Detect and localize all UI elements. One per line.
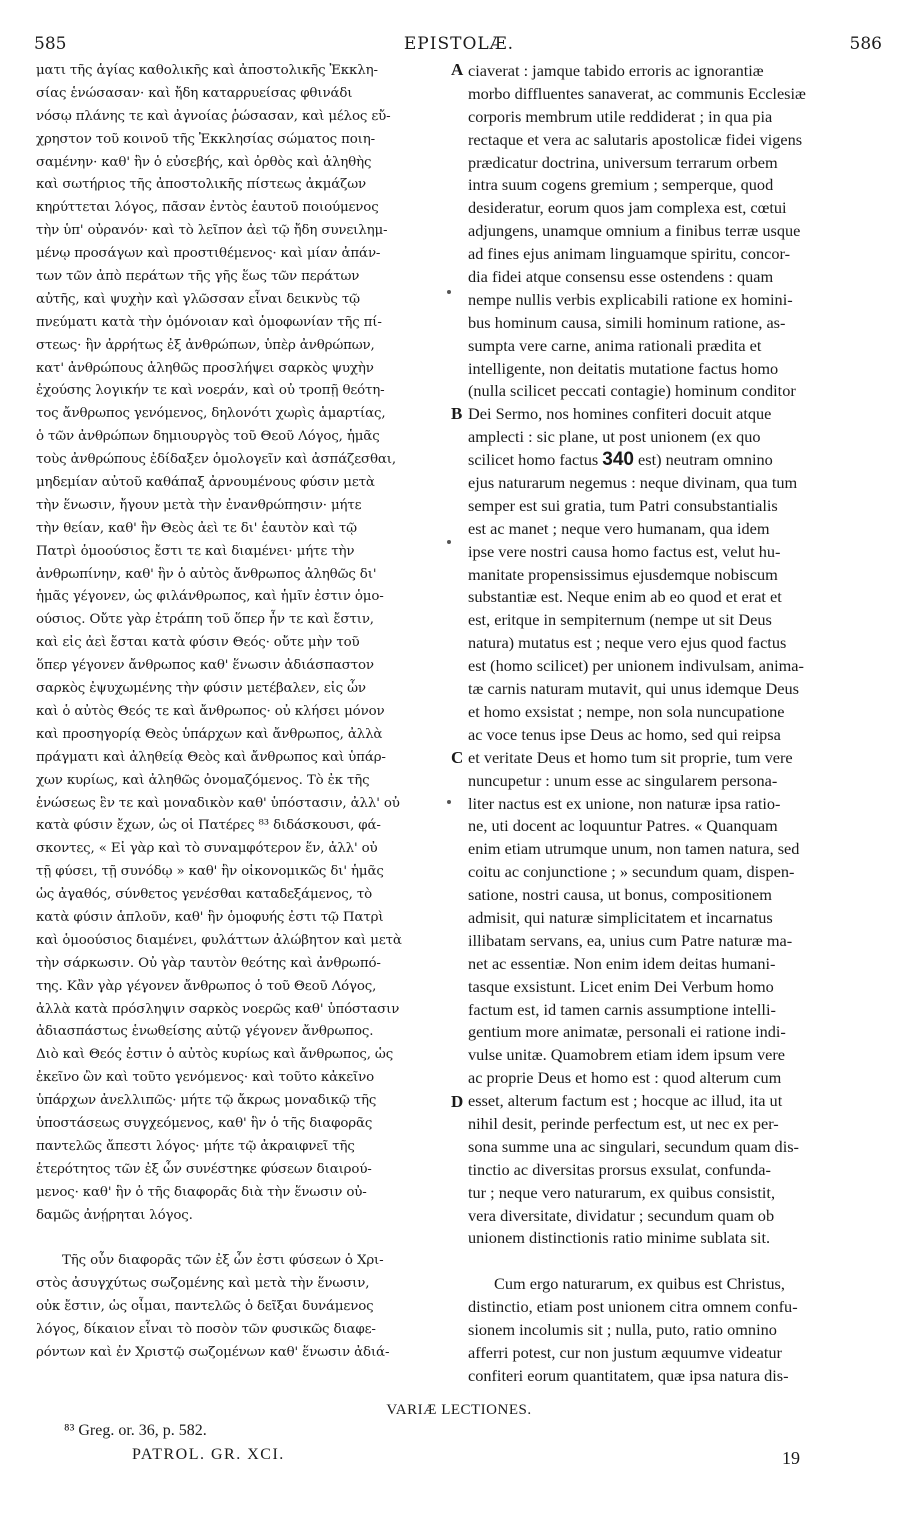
latin-text-line: natura) mutatus est ; neque vero ejus quod factus [468,633,787,653]
greek-text-line: ἡμᾶς γέγονεν, ὡς φιλάνθρωπος, καὶ ἡμῖν ἐστιν ὁμο- [36,589,384,605]
greek-text-line: χρηστον τοῦ κοινοῦ τῆς Ἐκκλησίας σώματος ποιη- [36,131,376,147]
latin-text-line: factum est, id tamen carnis assumptione intelli- [468,999,776,1019]
latin-text-line: unionem distinctionis ratio minime sublata sit. [468,1228,771,1248]
latin-text-line: (nulla scilicet peccati contagie) hominum conditor [468,381,796,401]
greek-text-line: καὶ σωτήριος τῆς ἀποστολικῆς πίστεως ἀκμάζων [36,177,367,193]
page-number-right: 586 [849,34,882,54]
latin-text-line: esset, alterum factum est ; hocque ac illud, ita ut [468,1091,783,1111]
latin-text-line: nempe nullis verbis explicabili ratione ex homini- [468,289,793,309]
latin-text-line: est, eritque in sempiternum (nempe ut sit Deus [468,610,772,630]
latin-text-line: ad fines ejus animam linguamque spiritu, concor- [468,244,791,264]
latin-text-line: rectaque et vera ac salutaris apostolicæ fidei vigens [468,129,803,149]
greek-text-line: κατὰ φύσιν ἔχων, ὡς οἱ Πατέρες ⁸³ διδάσκουσι, φά- [36,818,381,834]
latin-text-line: sionem incolumis sit ; nulla, puto, ratio omnino [468,1319,777,1339]
greek-text-line: σκοντες, « Εἰ γὰρ καὶ τὸ συναμφότερον ἕν, ἀλλ' οὐ [36,841,378,857]
greek-text-line: καὶ προσηγορίᾳ Θεὸς ὑπάρχων καὶ ἄνθρωπος, ἀλλὰ [36,726,383,742]
latin-text-line: substantiæ est. Neque enim ab eo quod et erat et [468,587,782,607]
latin-text-line: ne, uti docent ac loquuntur Patres. « Quanquam [468,816,778,836]
greek-text-line: πνεύματι κατὰ τὴν ὁμόνοιαν καὶ ὁμοφωνίαν τῆς πί- [36,314,382,330]
latin-text-line: manitate propensissimus ejusdemque nobiscum [468,564,778,584]
latin-text-line: et veritate Deus et homo tum sit proprie, tum vere [468,747,793,767]
greek-text-line: μηδεμίαν αὐτοῦ καθάπαξ ἀρνουμένους φύσιν μετὰ [36,475,375,491]
greek-text-line: ούσιος. Οὔτε γὰρ ἐτράπη τοῦ ὅπερ ἦν τε καὶ ἔστιν, [36,612,374,628]
margin-dot [447,540,451,544]
latin-text-line: satione, nostri causa, ut bonus, compositionem [468,885,772,905]
greek-text-line: κατ' ἀνθρώπους ἀληθῶς προσλήψει σαρκὸς ψυχὴν [36,360,374,376]
latin-text-line: ac proprie Deus et homo est : quod alterum cum [468,1068,782,1088]
latin-text-line: scilicet homo factus 340 est) neutram omnino [468,449,773,471]
greek-text-line: ἑτερότητος τῶν ἐξ ὧν συνέστηκε φύσεων διαιρού- [36,1161,372,1177]
latin-text-line: coitu ac conjunctione ; » secundum quam, dispen- [468,862,795,882]
greek-text-line: Διὸ καὶ Θεός ἐστιν ὁ αὐτὸς κυρίως καὶ ἄνθρωπος, ὡς [36,1047,394,1063]
greek-text-line: τοὺς ἀνθρώπους ἐδίδαξεν ὁμολογεῖν καὶ ἀσπάζεσθαι, [36,452,396,468]
latin-text-line: tæ carnis naturam mutavit, qui unus idemque Deus [468,679,799,699]
latin-column [468,60,882,1388]
greek-text-line: ὡς ἀγαθός, σύνθετος γενέσθαι καταδεξάμενος, τὸ [36,887,373,903]
greek-text-line: πράγματι καὶ ἀληθείᾳ Θεὸς καὶ ἄνθρωπος καὶ ὑπάρ- [36,749,386,765]
latin-text-line: prædicatur doctrina, universum terrarum orbem [468,152,778,172]
latin-text-line: ac voce tenus ipse Deus ac homo, sed qui reipsa [468,724,781,744]
greek-text-line: τὴν θείαν, καθ' ἣν Θεὸς ἀεὶ τε δι' ἑαυτὸν καὶ τῷ [36,520,357,536]
footnote: ⁸³ Greg. or. 36, p. 582. [64,1422,207,1439]
signature-mark: PATROL. GR. XCI. [132,1446,285,1463]
latin-text-line: afferri potest, cur non justum æquumve videatur [468,1342,782,1362]
greek-text-line: σίας ἑνώσασαν· καὶ ἤδη καταρρυείσας φθινάδι [36,85,353,101]
greek-text-line: καὶ εἰς ἀεὶ ἔσται κατὰ φύσιν Θεός· οὔτε μὴν τοῦ [36,635,360,651]
margin-letter-c: C [451,748,464,767]
greek-text-line: σαμένην· καθ' ἣν ὁ εὐσεβής, καὶ ὀρθὸς καὶ ἀληθὴς [36,154,372,170]
latin-text-line: distinctio, etiam post unionem citra omnem confu- [468,1297,798,1317]
page-number-left: 585 [34,34,67,54]
greek-text-line: αὐτῆς, καὶ ψυχὴν καὶ γλῶσσαν εἶναι δεικνὺς τῷ [36,291,360,307]
latin-text-line: liter nactus est ex unione, non naturæ ipsa ratio- [468,793,781,813]
latin-text-line: semper est sui gratia, tum Patri consubstantialis [468,495,778,515]
latin-text-line: vera diversitate, dividatur ; secundum quam ob [468,1205,775,1225]
greek-text-line: μενος· καθ' ἣν ὁ τῆς διαφορᾶς διὰ τὴν ἕνωσιν οὐ- [36,1184,367,1200]
greek-text-line: τὴν ἕνωσιν, ἤγουν μετὰ τὴν ἐνανθρώπησιν· μήτε [36,497,362,513]
greek-text-line: νόσῳ πλάνης τε καὶ ἀγνοίας ῥώσασαν, καὶ μέλος εὔ- [36,108,391,124]
greek-text-line: μένῳ προσάγων καὶ προστιθέμενος· καὶ μίαν ἀπάν- [36,246,381,262]
latin-text-line: tur ; neque vero naturarum, ex quibus consistit, [468,1182,776,1202]
latin-text-line: enim etiam utrumque unum, non tamen natura, sed [468,839,800,859]
greek-text-line: καὶ ὁμοούσιος διαμένει, φυλάττων ἀλώβητον καὶ μετὰ [36,932,402,948]
latin-text-line: confiteri eorum quantitatem, quæ ipsa natura dis- [468,1365,789,1385]
margin-letter-a: A [451,60,464,79]
greek-text-line: ἐχούσης λογικήν τε καὶ νοεράν, καὶ οὐ τροπῇ θεότη- [36,383,385,399]
greek-text-line: χων κυρίως, καὶ ἀληθῶς ὀνομαζόμενος. Τὸ ἐκ τῆς [36,772,370,788]
greek-text-line: ἀδιασπάστως ἑνωθείσης αὐτῷ γέγονεν ἄνθρωπος. [36,1024,374,1040]
latin-text-line: intelligente, non deitatis mutatione factus homo [468,358,779,378]
greek-text-line: τὴν ὑπ' οὐρανόν· καὶ τὸ λεῖπον ἀεὶ τῷ ἤδη συνειλημ- [36,223,388,239]
greek-text-line: δαμῶς ἀνῄρηται λόγος. [36,1207,193,1223]
greek-text-line: στὸς ἀσυγχύτως σωζομένης καὶ μετὰ τὴν ἕνωσιν, [36,1276,370,1292]
greek-text-line: ὁ τῶν ἀνθρώπων δημιουργὸς τοῦ Θεοῦ Λόγος, ἡμᾶς [36,429,380,445]
latin-text-line: net ac essentiæ. Non enim idem deitas humani- [468,953,776,973]
greek-text-line: στεως· ἣν ἀρρήτως ἐξ ἀνθρώπων, ὑπὲρ ἀνθρώπων, [36,337,375,353]
latin-text-line: corporis membrum utile reddiderat ; in qua pia [468,106,773,126]
greek-text-line: ρόντων καὶ ἐν Χριστῷ σωζομένων καθ' ἕνωσιν ἀδιά- [36,1344,390,1360]
paragraph-gap [468,1250,882,1273]
greek-text-line: ὑπάρχων ἀνελλιπῶς· μήτε τῷ ἄκρως μοναδικῷ τῆς [36,1093,377,1109]
margin-letter-b: B [451,404,463,423]
latin-text-line: est ac manet ; neque vero humanam, qua idem [468,518,770,538]
greek-column [36,60,448,1365]
greek-text-line: της. Κἂν γὰρ γέγονεν ἄνθρωπος ὁ τοῦ Θεοῦ Λόγος, [36,978,377,994]
greek-text-line: κηρύττεται λόγος, πᾶσαν ἐντὸς ἑαυτοῦ ποιούμενος [36,200,379,216]
greek-text-line: ἐκεῖνο ὢν καὶ τοῦτο γενόμενος· καὶ τοῦτο κἀκεῖνο [36,1070,374,1086]
latin-text-line: adjungens, unamque omnium a finibus terræ usque [468,221,801,241]
latin-text-line: dia fidei atque consensu esse ostendens : quam [468,267,774,287]
variae-lectiones-heading: VARIÆ LECTIONES. [386,1402,532,1418]
greek-text-line: Πατρὶ ὁμοούσιος ἔστι τε καὶ διαμένει· μήτε τὴν [36,543,355,559]
greek-text-line: ἑνώσεως ἓν τε καὶ μοναδικὸν καθ' ὑπόστασιν, ἀλλ' οὐ [36,795,400,811]
greek-text-line: ματι τῆς ἁγίας καθολικῆς καὶ ἀποστολικῆς Ἐκκλη- [36,63,378,78]
margin-dot [447,290,451,294]
greek-text-line: τῇ φύσει, τῇ συνόδῳ » καθ' ἣν οἰκονομικῶς δι' ἡμᾶς [36,864,384,880]
paragraph-gap [36,1227,448,1250]
latin-text-line: Dei Sermo, nos homines confiteri docuit atque [468,404,772,424]
greek-text-line: σαρκὸς ἐψυχωμένης τὴν φύσιν μετέβαλεν, εἰς ὧν [36,681,366,697]
latin-text-line: nihil desit, perinde perfectum est, ut nec ex per- [468,1113,779,1133]
latin-text-line: tinctio ac diversitas prorsus exsulat, confunda- [468,1159,771,1179]
greek-text-line: ἀλλὰ κατὰ πρόσληψιν σαρκὸς νοερῶς καθ' ὑπόστασιν [36,1001,400,1017]
latin-text-line: ipse vere nostri causa homo factus est, velut hu- [468,541,781,561]
latin-text-line: sumpta vere carne, anima rationali prædita et [468,335,762,355]
greek-text-line: οὐκ ἔστιν, ὡς οἶμαι, παντελῶς ὁ δεῖξαι δυνάμενος [36,1299,374,1315]
latin-text-line: nuncupetur : unum esse ac singularem persona- [468,770,778,790]
greek-text-line: καὶ ὁ αὐτὸς Θεός τε καὶ ἄνθρωπος· οὐ κλήσει μόνον [36,703,385,719]
running-title: EPISTOLÆ. [403,34,515,54]
greek-text-line: Τῆς οὖν διαφορᾶς τῶν ἐξ ὧν ἐστι φύσεων ὁ Χρι- [62,1253,384,1269]
latin-text-line: morbo diffluentes sanaverat, ac communis Ecclesiæ [468,83,806,103]
latin-text-line: ejus naturarum negemus : neque divinam, qua tum [468,473,798,493]
latin-text-line: Cum ergo naturarum, ex quibus est Christus, [494,1274,785,1294]
latin-text-line: est (homo scilicet) per unionem indivulsam, anima- [468,656,804,676]
latin-text-line: gentium more animatæ, personali ei ratione indi- [468,1022,786,1042]
greek-text-line: ὑποστάσεως συγχεόμενος, καθ' ἣν ὁ τῆς διαφορᾶς [36,1115,373,1131]
greek-text-line: ἀνθρωπίνην, καθ' ἣν ὁ αὐτὸς ἄνθρωπος ἀληθῶς δι' [36,566,377,582]
folio-number: 19 [782,1448,800,1468]
margin-dot [447,800,451,804]
latin-text-line: et homo exsistat ; nempe, non sola nuncupatione [468,701,785,721]
greek-text-line: παντελῶς ἄπεστι λόγος· μήτε τῷ ἀκραιφνεῖ τῆς [36,1138,355,1154]
greek-text-line: ὅπερ γέγονεν ἄνθρωπος καθ' ἕνωσιν ἀδιάσπαστον [36,658,374,674]
greek-text-line: λόγος, δίκαιον εἶναι τὸ ποσὸν τῶν φυσικῶς διαφε- [36,1321,376,1337]
greek-text-line: τος ἄνθρωπος γενόμενος, δηλονότι χωρὶς ἁμαρτίας, [36,406,386,422]
latin-text-line: intra suum cogens gremium ; semperque, quod [468,175,774,195]
latin-text-line: vulse unitæ. Quamobrem etiam idem ipsum vere [468,1045,785,1065]
margin-letter-d: D [451,1092,464,1111]
latin-text-line: sona summe una ac singulari, secundum quam dis- [468,1136,799,1156]
greek-text-line: κατὰ φύσιν ἁπλοῦν, καθ' ἣν ὁμοφυής ἐστι τῷ Πατρὶ [36,909,384,925]
column-number-marker: 340 [602,449,634,471]
latin-text-line: admisit, qui naturæ simplicitatem et incarnatus [468,907,773,927]
latin-text-line: amplecti : sic plane, ut post unionem (ex quo [468,427,761,447]
latin-text-line: illibatam servans, ea, unius cum Patre naturæ ma- [468,930,793,950]
latin-text-line: ciaverat : jamque tabido erroris ac ignorantiæ [468,61,764,80]
greek-text-line: των τῶν ἀπὸ περάτων τῆς γῆς ἕως τῶν περάτων [36,269,360,285]
latin-text-line: bus hominum causa, simili hominum ratione, as- [468,312,786,332]
greek-text-line: τὴν σάρκωσιν. Οὐ γὰρ ταυτὸν θεότης καὶ ἀνθρωπό- [36,955,381,971]
latin-text-line: tasque exsistunt. Licet enim Dei Verbum homo [468,976,774,996]
latin-text-line: desideratur, eorum quos jam complexa est, cœtui [468,198,787,218]
